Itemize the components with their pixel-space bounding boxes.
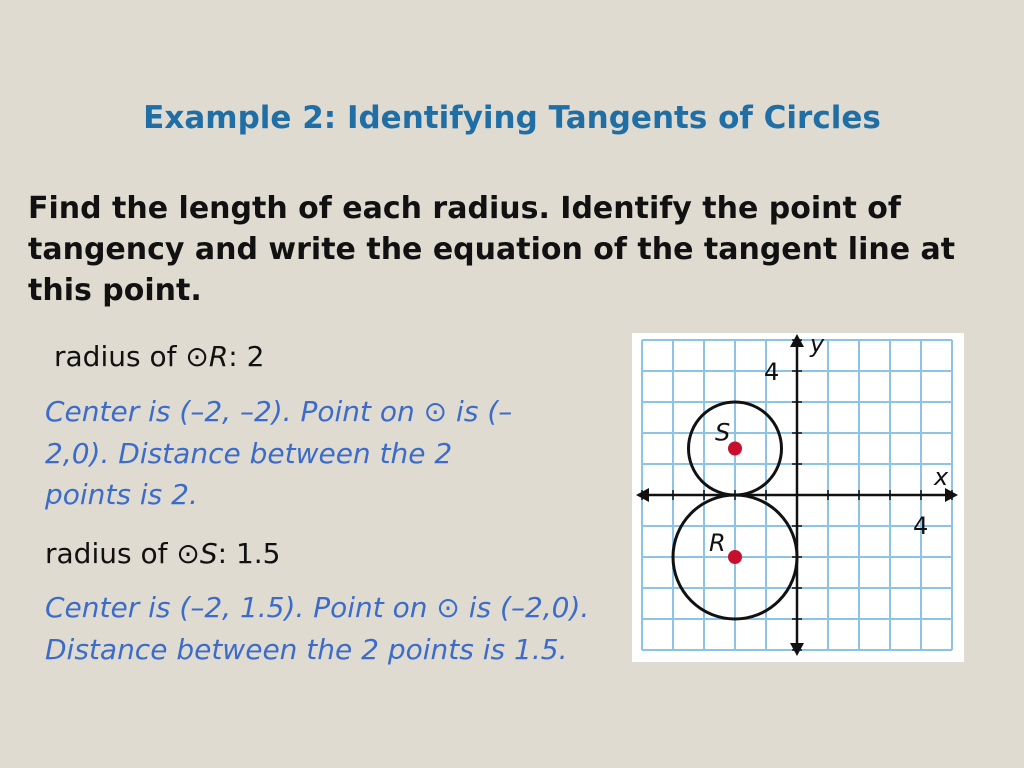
answer-r: Center is (–2, –2). Point on ⊙ is (–2,0). Distance between the 2 points is 2.: [45, 395, 513, 511]
radius-r-line: [54, 340, 264, 373]
radius-s-label: radius of: [45, 537, 177, 570]
x-axis-label: x: [934, 463, 949, 491]
circle-symbol-icon: ⊙: [185, 340, 209, 373]
radius-s-value: : 1.5: [217, 537, 281, 570]
point-s-label: S: [715, 418, 731, 447]
y-axis-label: y: [810, 333, 825, 358]
center-point-r: [728, 550, 742, 564]
slide-title: Example 2: Identifying Tangents of Circles: [143, 100, 881, 136]
problem-prompt: Find the length of each radius. Identify the point of tangency and write the equation of the tangent line at this point.: [28, 191, 956, 308]
radius-s-name: S: [199, 537, 218, 570]
y-tick-label: 4: [764, 358, 780, 386]
radius-s-line: [45, 537, 280, 570]
coordinate-plane: [632, 333, 964, 662]
axes: [636, 334, 958, 656]
radius-r-name: R: [208, 340, 229, 373]
radius-r-value: : 2: [228, 340, 265, 373]
point-r-label: R: [709, 529, 726, 557]
radius-r-label: radius of: [54, 340, 186, 373]
answer-s: Center is (–2, 1.5). Point on ⊙ is (–2,0). Distance between the 2 points is 1.5.: [45, 591, 590, 666]
coordinate-figure: [632, 333, 964, 662]
circle-symbol-icon: ⊙: [176, 537, 200, 570]
x-tick-label: 4: [913, 512, 929, 540]
